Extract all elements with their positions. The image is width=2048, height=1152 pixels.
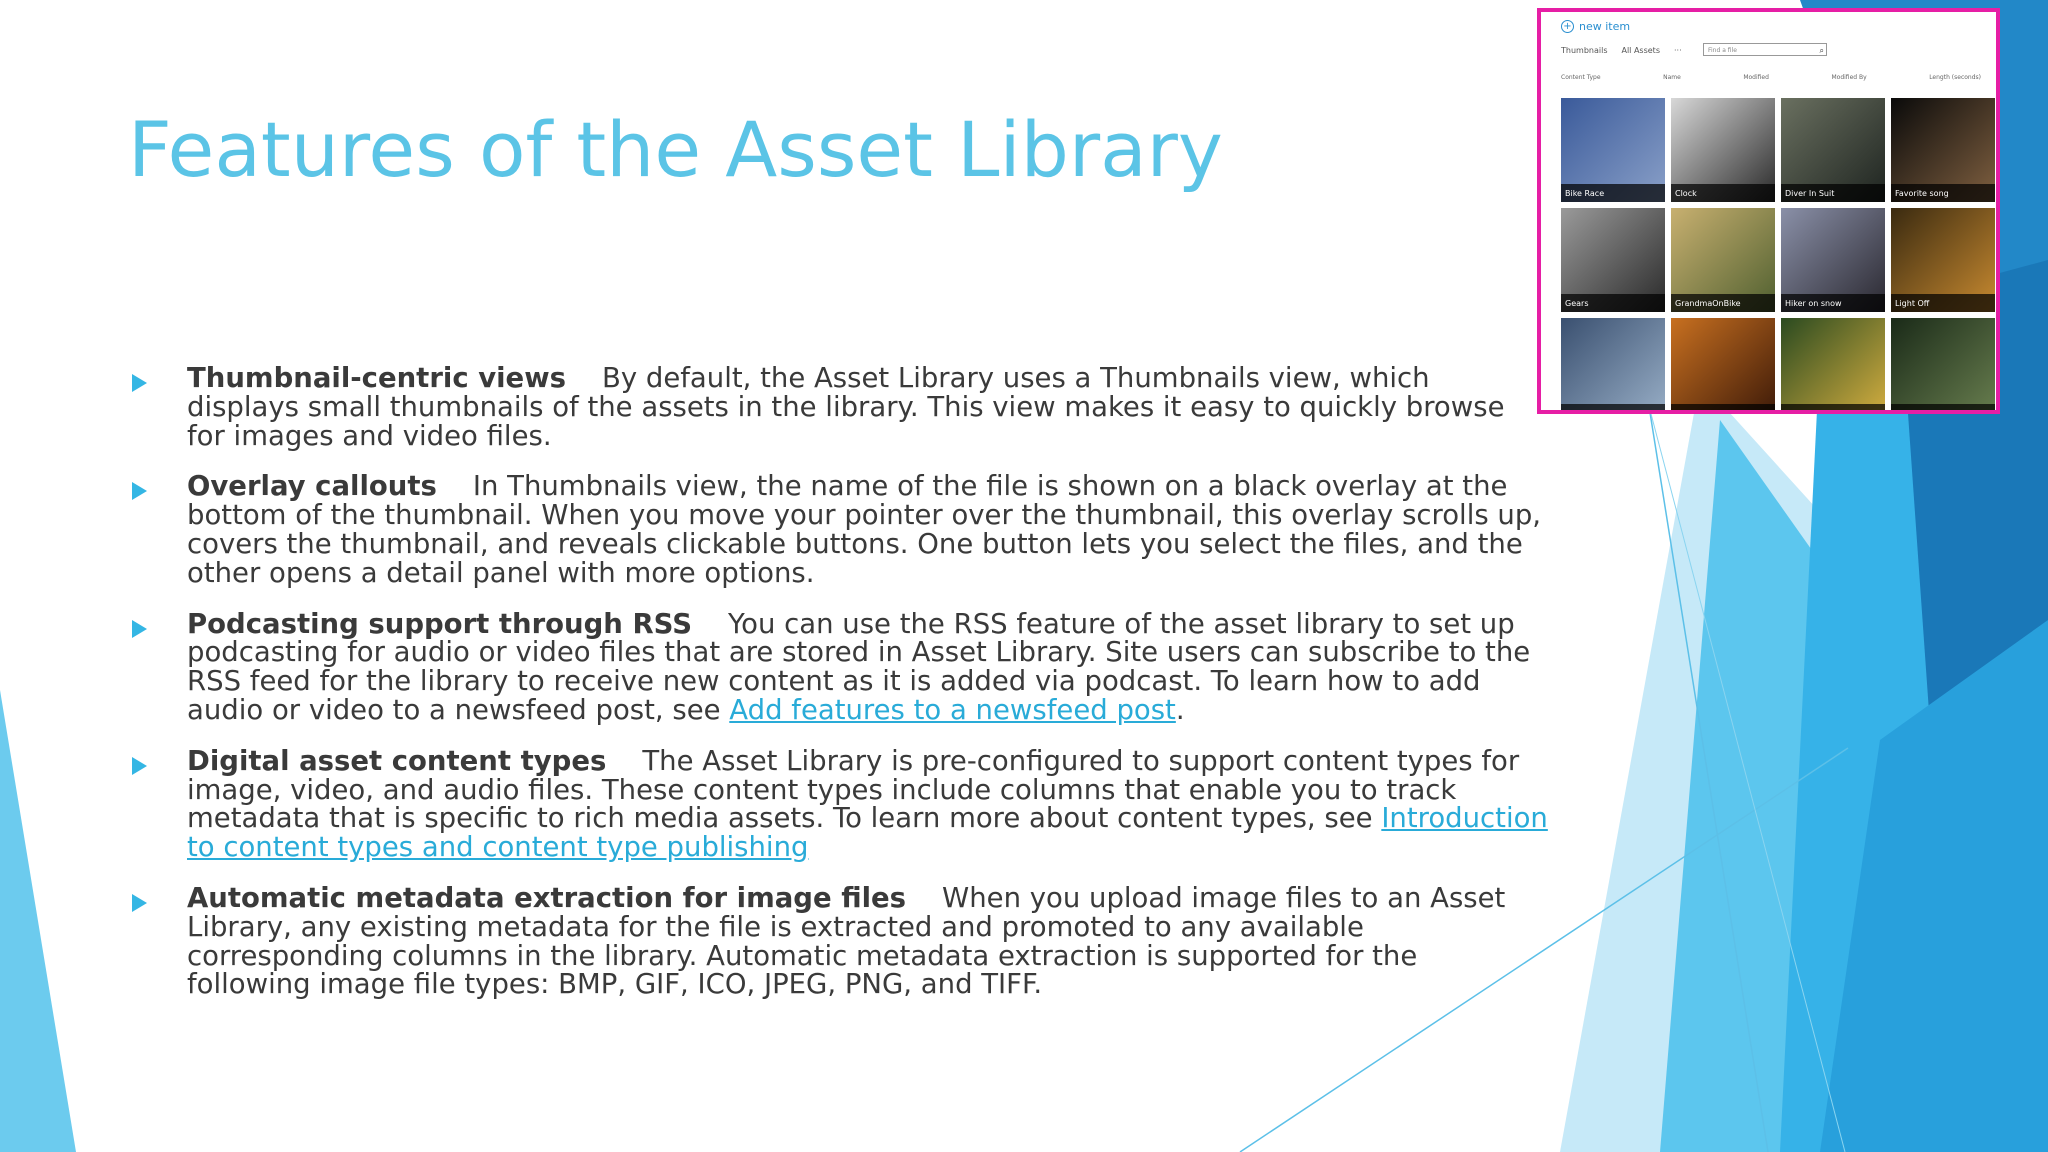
- bullet-body: When you upload image files to an Asset Library, any existing metadata for the file is extracted and promoted to any available corresponding columns in the library. Automatic metadata extraction is supported for the following image file types: BMP, GIF, ICO, JPEG, PNG, and TIFF.: [187, 881, 1506, 1001]
- bg-shard-left: [0, 690, 76, 1152]
- find-file-placeholder: Find a file: [1708, 47, 1737, 54]
- content-types-link[interactable]: Introduction to content types and content type publishing: [187, 802, 1548, 864]
- asset-thumbnail[interactable]: [1781, 208, 1885, 312]
- bullet-arrow-icon: [132, 894, 147, 912]
- asset-thumbnail[interactable]: [1561, 98, 1665, 202]
- asset-thumbnail[interactable]: [1561, 208, 1665, 312]
- newsfeed-post-link[interactable]: Add features to a newsfeed post: [729, 693, 1176, 726]
- bullet-heading: Automatic metadata extraction for image files: [187, 881, 907, 914]
- thumbnail-name: GrandmaOnBike: [1675, 299, 1741, 308]
- thumbnail-name: Favorite song: [1895, 189, 1949, 198]
- column-header[interactable]: Modified By: [1831, 74, 1867, 81]
- bullet-text: [187, 881, 1548, 1001]
- bullet-arrow-icon: [132, 374, 147, 392]
- new-item-button[interactable]: [1561, 20, 1630, 33]
- thumbnail-name: Gears: [1565, 299, 1589, 308]
- view-tabs: [1561, 46, 1682, 55]
- bullet-item: [128, 607, 1548, 726]
- asset-thumbnail[interactable]: [1781, 318, 1885, 414]
- column-headers: [1561, 74, 1981, 81]
- search-icon[interactable]: ⌕: [1819, 46, 1824, 55]
- thumbnail-name: Snooze alarm: [1675, 409, 1730, 414]
- bullet-heading: Thumbnail-centric views: [187, 362, 566, 394]
- thumbnail-grid: [1561, 98, 1995, 414]
- thumbnail-name: Light Off: [1895, 299, 1930, 308]
- bullet-text: [187, 607, 1548, 726]
- tab-all-assets[interactable]: All Assets: [1621, 46, 1660, 55]
- bullet-arrow-icon: [132, 620, 147, 638]
- bullet-heading: Overlay callouts: [187, 470, 437, 503]
- bullet-text: [187, 364, 1548, 450]
- bullet-text: [187, 472, 1548, 587]
- bullet-list: [128, 364, 1548, 1021]
- thumbnail-name: Bike Race: [1565, 189, 1605, 198]
- bullet-item: [128, 881, 1548, 1001]
- asset-thumbnail[interactable]: [1671, 318, 1775, 414]
- slide-title: Features of the Asset Library: [128, 105, 1223, 194]
- tab-thumbnails[interactable]: Thumbnails: [1561, 46, 1608, 55]
- thumbnail-name: Clock: [1675, 189, 1697, 198]
- bullet-body: In Thumbnails view, the name of the file is shown on a black overlay at the bottom of the thumbnail. When you move your pointer over the thumbnail, this overlay scrolls up, covers the thumbnail, and reveals clickable buttons. One button lets you select the files, and the other opens a detail panel with more options.: [187, 470, 1542, 589]
- asset-thumbnail[interactable]: [1891, 318, 1995, 414]
- thumbnail-name: RowingCrew_01: [1565, 409, 1629, 414]
- bullet-body: By default, the Asset Library uses a Thumbnails view, which displays small thumbnails of the assets in the library. This view makes it easy to quickly browse for images and video files.: [187, 362, 1505, 452]
- bullet-text: [187, 744, 1548, 864]
- column-header[interactable]: Name: [1663, 74, 1681, 81]
- plus-icon: +: [1561, 20, 1574, 33]
- thumbnail-name: Storm: [1895, 409, 1920, 414]
- bullet-item: [128, 472, 1548, 587]
- thumbnail-name: Diver In Suit: [1785, 189, 1835, 198]
- bullet-item: [128, 364, 1548, 450]
- bullet-arrow-icon: [132, 482, 147, 500]
- bullet-body: You can use the RSS feature of the asset library to set up podcasting for audio or video files that are stored in Asset Library. Site users can subscribe to the RSS feed for the library to receive new content as it is added via podcast. To learn how to add audio or video to a newsfeed post, see: [187, 607, 1531, 726]
- find-file-input[interactable]: [1703, 43, 1827, 56]
- bullet-heading: Podcasting support through RSS: [187, 607, 693, 640]
- asset-library-screenshot: [1537, 8, 2000, 414]
- column-header[interactable]: Content Type: [1561, 74, 1601, 81]
- new-item-label: new item: [1579, 20, 1631, 33]
- thumbnail-name: Hiker on snow: [1785, 299, 1842, 308]
- bullet-heading: Digital asset content types: [187, 744, 607, 777]
- asset-thumbnail[interactable]: [1671, 208, 1775, 312]
- asset-thumbnail[interactable]: [1561, 318, 1665, 414]
- bullet-body: The Asset Library is pre-configured to support content types for image, video, and audio files. These content types include columns that enable you to track metadata that is specific to rich media assets. To learn more about content types, see: [187, 744, 1520, 835]
- bullet-item: [128, 744, 1548, 864]
- bullet-arrow-icon: [132, 757, 147, 775]
- column-header[interactable]: Length (seconds): [1929, 74, 1981, 81]
- asset-thumbnail[interactable]: [1671, 98, 1775, 202]
- screenshot-toolbar: [1541, 12, 1996, 92]
- tab-more[interactable]: ···: [1673, 46, 1682, 55]
- column-header[interactable]: Modified: [1743, 74, 1769, 81]
- bullet-trailing-text: .: [1175, 693, 1185, 726]
- asset-thumbnail[interactable]: [1891, 98, 1995, 202]
- asset-thumbnail[interactable]: [1781, 98, 1885, 202]
- asset-thumbnail[interactable]: [1891, 208, 1995, 312]
- thumbnail-name: Spring ride: [1785, 409, 1829, 414]
